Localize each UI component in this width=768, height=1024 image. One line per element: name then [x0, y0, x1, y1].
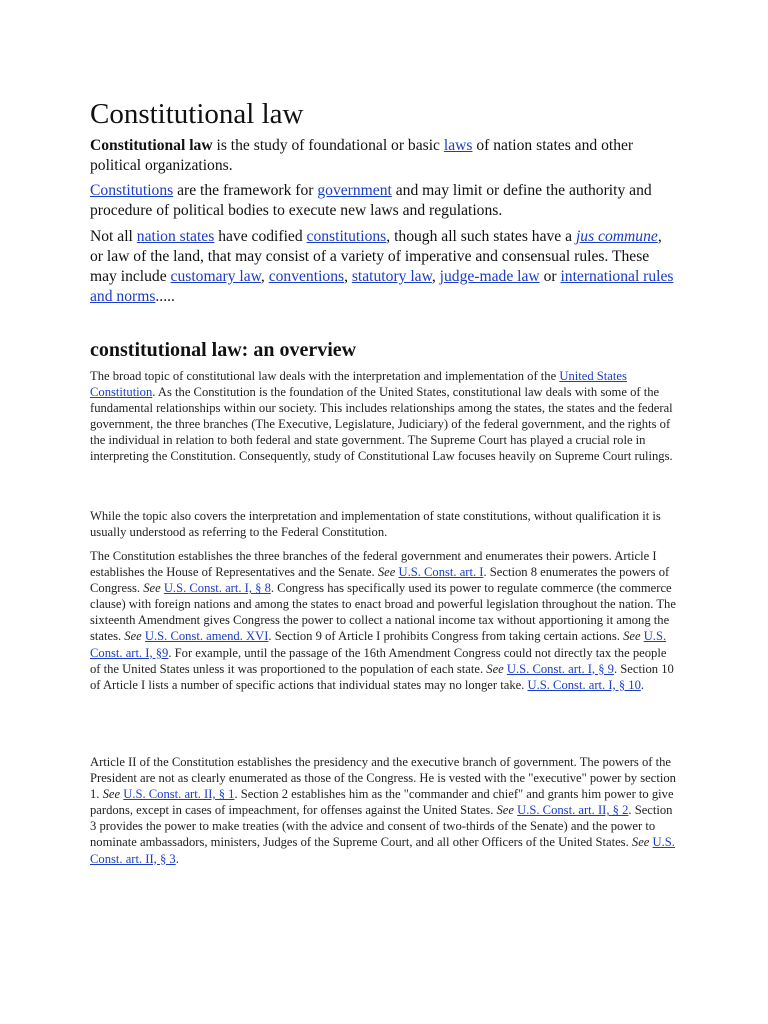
text-run: and may limit or define the authority and procedure of political bodies to execute new laws and regulations.: [90, 182, 652, 219]
link-nation-states[interactable]: nation states: [136, 228, 215, 245]
text-run: is the study of foundational or basic: [212, 137, 444, 154]
link-art-2-sec-3[interactable]: U.S. Const. art. II, § 3: [90, 835, 675, 866]
overview-paragraph-4: [90, 754, 680, 867]
see-signal: See: [631, 835, 650, 850]
link-laws[interactable]: laws: [443, 137, 473, 154]
link-us-constitution[interactable]: United States Constitution: [90, 369, 627, 400]
see-signal: See: [102, 787, 121, 802]
link-judge-made-law[interactable]: judge-made law: [439, 268, 540, 285]
text-run: or: [539, 268, 561, 285]
page-title: Constitutional law: [90, 98, 304, 130]
text-run: . As the Constitution is the foundation of the United States, constitutional law deals with some of the fundamental relationships within our society. This includes relationships among the states, the states and the federal government, the three branches (The Executive, Legislature, Judiciary) of the federal government, and the rights of the individual in relation to both federal and state government. The Supreme Court has played a crucial role in interpreting the Constitution. Consequently, study of Constitutional Law focuses heavily on Supreme Court rulings.: [90, 385, 673, 464]
text-run: Article II of the Constitution establishes the presidency and the executive branch of government. The powers of the President are not as clearly enumerated as those of the Congress. He is vested with the "executive" power by section 1.: [90, 755, 676, 802]
text-run: , though all such states have a: [386, 228, 576, 245]
text-run: .: [640, 677, 645, 692]
intro-paragraph-1: [90, 136, 678, 176]
see-signal: See: [486, 661, 504, 676]
text-run: ,: [431, 268, 440, 285]
see-signal: See: [124, 629, 142, 644]
see-signal: See: [623, 629, 641, 644]
link-statutory-law[interactable]: statutory law: [351, 268, 432, 285]
overview-paragraph-3: [90, 548, 680, 693]
overview-paragraph-1: [90, 368, 680, 465]
link-constitutions[interactable]: Constitutions: [90, 182, 174, 199]
see-signal: See: [377, 565, 396, 580]
intro-paragraph-3: [90, 227, 678, 307]
text-run: ,: [344, 268, 352, 285]
text-run: . Section 10 of Article I lists a number of specific actions that individual states may no longer take.: [90, 661, 674, 692]
text-run: , or law of the land, that may consist of a variety of imperative and consensual rules. These may include: [90, 228, 662, 285]
text-run: ,: [260, 268, 269, 285]
link-customary-law[interactable]: customary law: [170, 268, 261, 285]
text-run: . Section 9 of Article I prohibits Congress from taking certain actions.: [268, 629, 624, 644]
text-run: . For example, until the passage of the 16th Amendment Congress could not directly tax the people of the United States unless it was proportioned to the population of each state.: [90, 645, 667, 676]
link-art-2-sec-2[interactable]: U.S. Const. art. II, § 2: [517, 803, 629, 818]
see-signal: See: [496, 803, 514, 818]
link-jus-commune[interactable]: jus commune: [575, 228, 658, 245]
text-run: Not all: [90, 228, 137, 245]
link-art-1[interactable]: U.S. Const. art. I: [398, 565, 484, 580]
link-conventions[interactable]: conventions: [268, 268, 345, 285]
link-international-rules[interactable]: international rules and norms: [90, 268, 674, 305]
text-run: . Congress has specifically used its power to regulate commerce (the commerce clause) with foreign nations and among the states to enact broad and powerful legislation throughout the nation. The sixteenth Amendment gives Congress the power to collect a national income tax without apportioning it among the states.: [90, 581, 676, 644]
text-run: have codified: [214, 228, 307, 245]
link-art-2-sec-1[interactable]: U.S. Const. art. II, § 1: [123, 787, 235, 802]
text-run: are the framework for: [173, 182, 318, 199]
text-run: The Constitution establishes the three branches of the federal government and enumerates their powers. Article I establishes the House of Representatives and the Senate.: [90, 549, 657, 580]
intro-paragraph-2: [90, 181, 678, 221]
overview-paragraph-2: While the topic also covers the interpretation and implementation of state constitutions, without qualification it is usually understood as referring to the Federal Constitution.: [90, 509, 661, 540]
link-constitutions-lower[interactable]: constitutions: [306, 228, 387, 245]
link-art-1-sec-10[interactable]: U.S. Const. art. I, § 10: [527, 677, 641, 692]
text-run: The broad topic of constitutional law deals with the interpretation and implementation of the: [90, 369, 560, 383]
text-run: . Section 8 enumerates the powers of Congress.: [90, 565, 670, 596]
link-art-1-sec-9[interactable]: U.S. Const. art. I, §9: [90, 629, 667, 660]
see-signal: See: [143, 581, 161, 596]
link-government[interactable]: government: [317, 182, 392, 199]
section-heading: constitutional law: an overview: [90, 339, 357, 361]
text-run: . Section 3 provides the power to make treaties (with the advice and consent of two-thirds of the Senate) and the power to nominate ambassadors, ministers, Judges of the Supreme Court, and all other Officers of the United States.: [90, 803, 673, 850]
link-art-1-sec-8[interactable]: U.S. Const. art. I, § 8: [163, 581, 271, 596]
text-run: of nation states and other political organizations.: [90, 137, 634, 174]
link-art-1-sec-9-b[interactable]: U.S. Const. art. I, § 9: [506, 661, 614, 676]
text-run: .: [175, 851, 179, 866]
bold-term: Constitutional law: [90, 137, 213, 154]
text-run: .....: [155, 288, 175, 305]
link-amend-16[interactable]: U.S. Const. amend. XVI: [144, 629, 269, 644]
text-run: . Section 2 establishes him as the "commander and chief" and grants him power to give pardons, except in cases of impeachment, for offenses against the United States.: [90, 787, 674, 818]
